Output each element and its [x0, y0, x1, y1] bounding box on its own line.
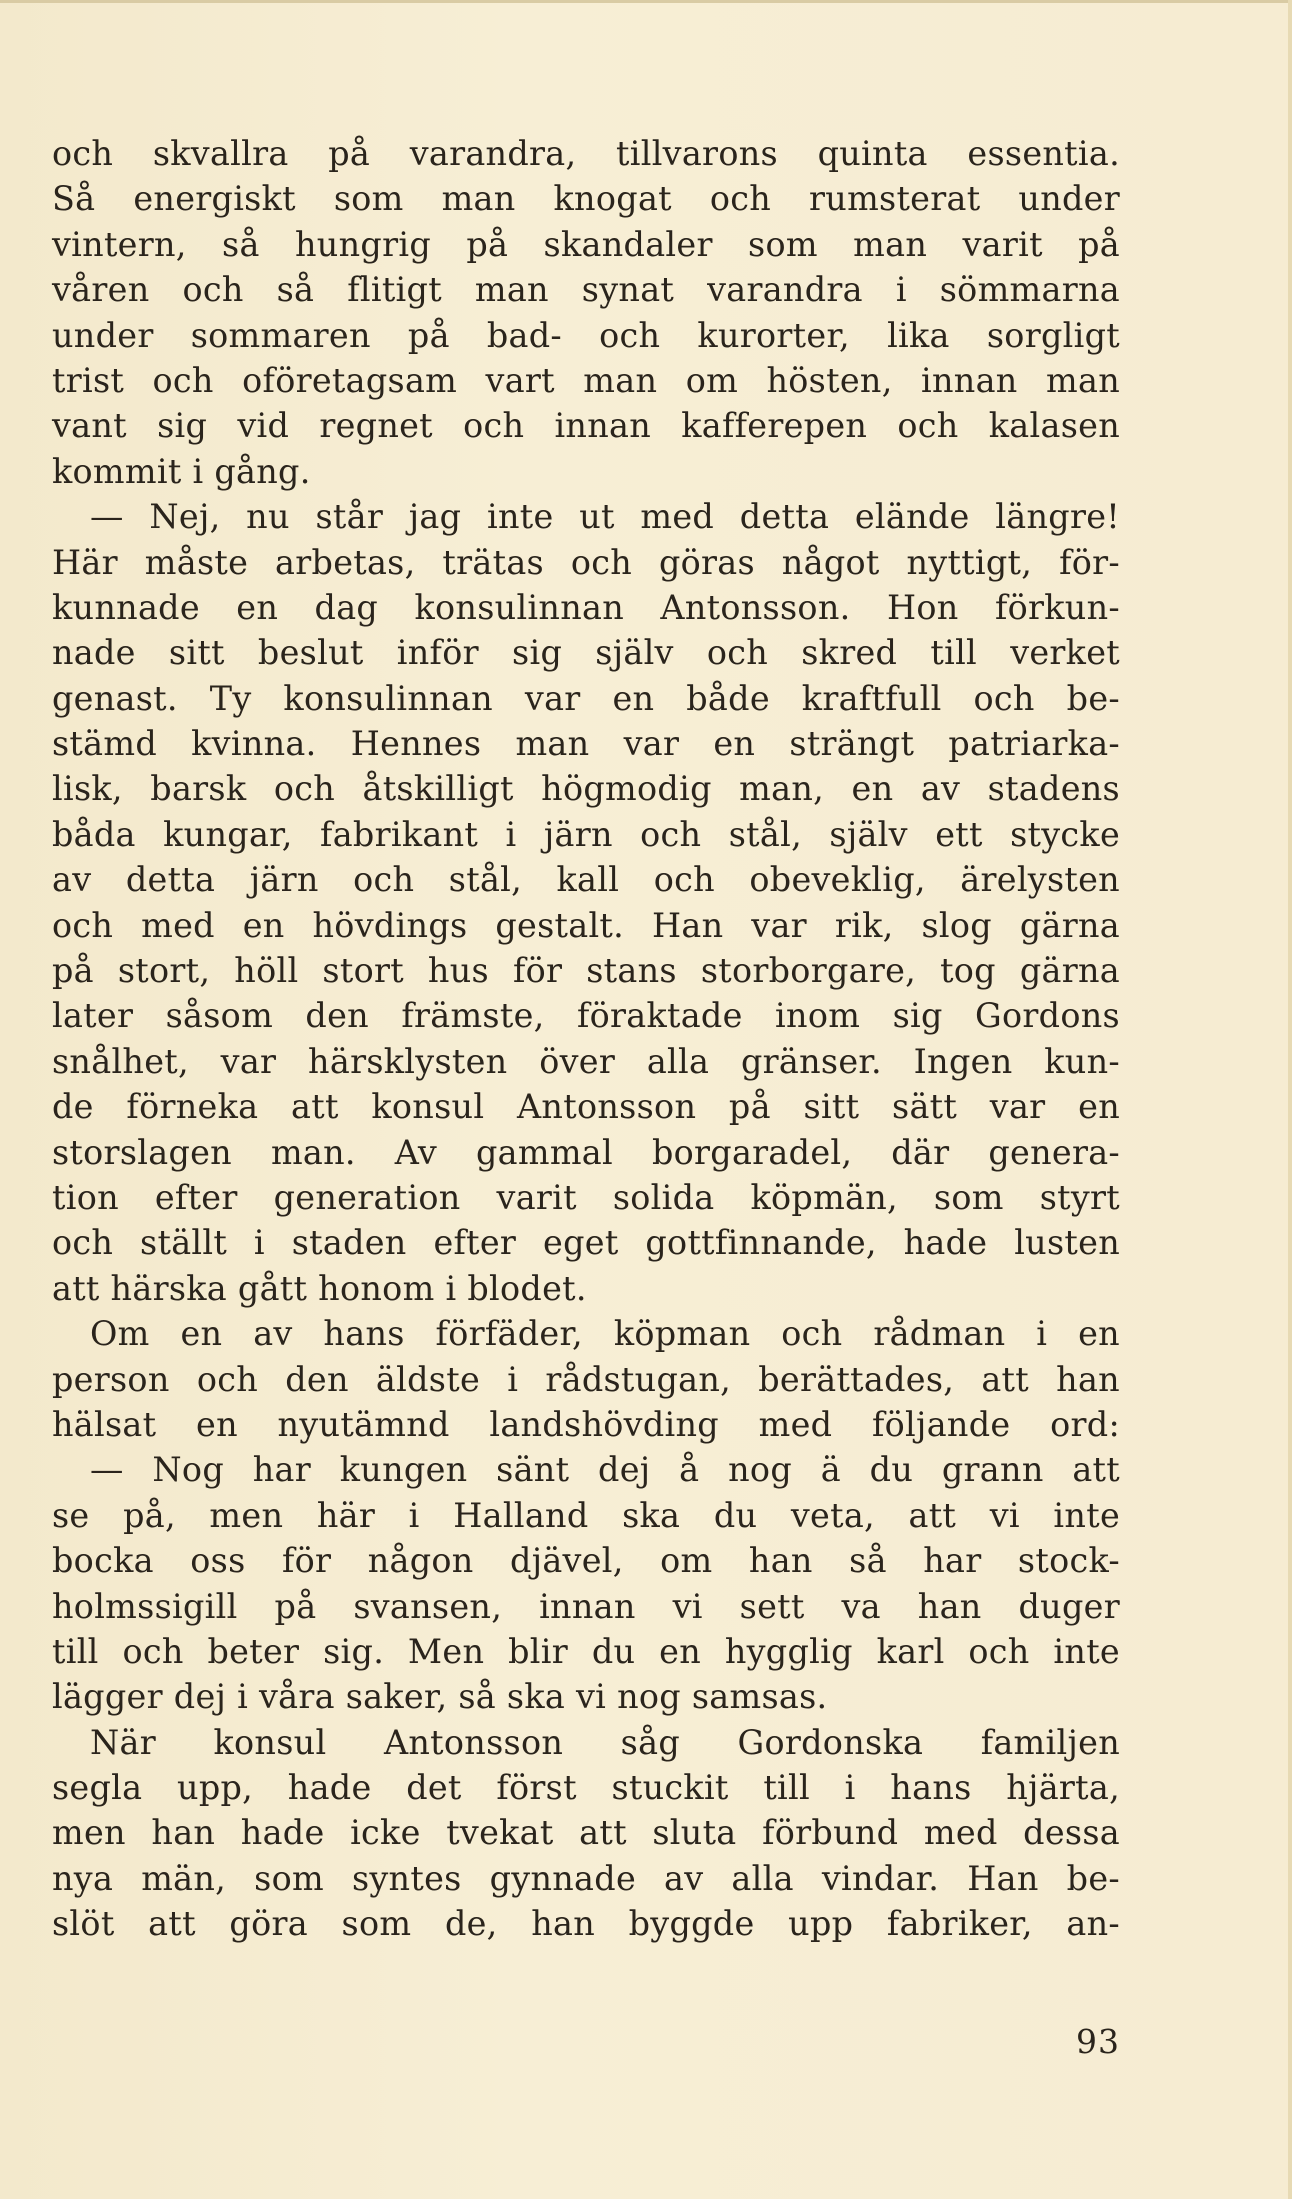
- text-line: stämd kvinna. Hennes man var en strängt patriarka-: [52, 724, 1120, 764]
- text-line: se på, men här i Halland ska du veta, att vi inte: [52, 1495, 1120, 1535]
- text-line: under sommaren på bad- och kurorter, lika sorgligt: [52, 315, 1120, 355]
- text-line: kunnade en dag konsulinnan Antonsson. Hon förkun-: [52, 587, 1120, 627]
- text-line: på stort, höll stort hus för stans storborgare, tog gärna: [52, 951, 1120, 991]
- text-line: lägger dej i våra saker, så ska vi nog samsas.: [52, 1677, 828, 1717]
- page-top-edge: [0, 0, 1292, 3]
- text-line: slöt att göra som de, han byggde upp fabriker, an-: [52, 1904, 1120, 1944]
- body-text: [52, 131, 1120, 1947]
- page-right-edge: [1288, 0, 1292, 2199]
- text-line: Så energiskt som man knogat och rumsterat under: [52, 179, 1120, 219]
- text-line: kommit i gång.: [52, 451, 311, 491]
- text-line: vintern, så hungrig på skandaler som man varit på: [52, 224, 1120, 264]
- text-line: person och den äldste i rådstugan, berättades, att han: [52, 1359, 1120, 1399]
- text-line: och ställt i staden efter eget gottfinnande, hade lusten: [52, 1223, 1120, 1263]
- text-line: genast. Ty konsulinnan var en både kraftfull och be-: [52, 678, 1120, 718]
- text-line: våren och så flitigt man synat varandra i sömmarna: [52, 270, 1120, 310]
- text-line: Här måste arbetas, trätas och göras något nyttigt, för-: [52, 542, 1120, 582]
- text-line: segla upp, hade det först stuckit till i hans hjärta,: [52, 1768, 1120, 1808]
- text-line: nade sitt beslut inför sig själv och skred till verket: [52, 633, 1120, 673]
- text-line: av detta järn och stål, kall och obeveklig, ärelysten: [52, 860, 1120, 900]
- text-line: bocka oss för någon djävel, om han så har stock-: [52, 1541, 1120, 1581]
- text-line: snålhet, var härsklysten över alla gränser. Ingen kun-: [52, 1041, 1120, 1081]
- text-line: later såsom den främste, föraktade inom sig Gordons: [52, 996, 1120, 1036]
- text-line: att härska gått honom i blodet.: [52, 1268, 587, 1308]
- text-line: de förneka att konsul Antonsson på sitt sätt var en: [52, 1087, 1120, 1127]
- text-line: storslagen man. Av gammal borgaradel, där genera-: [52, 1132, 1120, 1172]
- text-line: trist och oföretagsam vart man om hösten, innan man: [52, 360, 1120, 400]
- text-line: — Nog har kungen sänt dej å nog ä du grann att: [90, 1450, 1120, 1490]
- text-line: hälsat en nyutämnd landshövding med följande ord:: [52, 1404, 1120, 1444]
- text-line: lisk, barsk och åtskilligt högmodig man, en av stadens: [52, 769, 1120, 809]
- text-line: — Nej, nu står jag inte ut med detta elände längre!: [90, 497, 1120, 537]
- text-line: vant sig vid regnet och innan kafferepen och kalasen: [52, 406, 1120, 446]
- text-line: båda kungar, fabrikant i järn och stål, själv ett stycke: [52, 814, 1120, 854]
- text-line: nya män, som syntes gynnade av alla vindar. Han be-: [52, 1858, 1120, 1898]
- text-line: Om en av hans förfäder, köpman och rådman i en: [90, 1314, 1120, 1354]
- page-number: 93: [1076, 2022, 1120, 2061]
- text-line: holmssigill på svansen, innan vi sett va han duger: [52, 1586, 1120, 1626]
- text-line: När konsul Antonsson såg Gordonska familjen: [90, 1722, 1120, 1762]
- text-line: till och beter sig. Men blir du en hygglig karl och inte: [52, 1631, 1120, 1671]
- text-line: tion efter generation varit solida köpmän, som styrt: [52, 1177, 1120, 1217]
- text-line: och skvallra på varandra, tillvarons quinta essentia.: [52, 134, 1120, 173]
- text-line: och med en hövdings gestalt. Han var rik, slog gärna: [52, 905, 1120, 945]
- text-line: men han hade icke tvekat att sluta förbund med dessa: [52, 1813, 1120, 1853]
